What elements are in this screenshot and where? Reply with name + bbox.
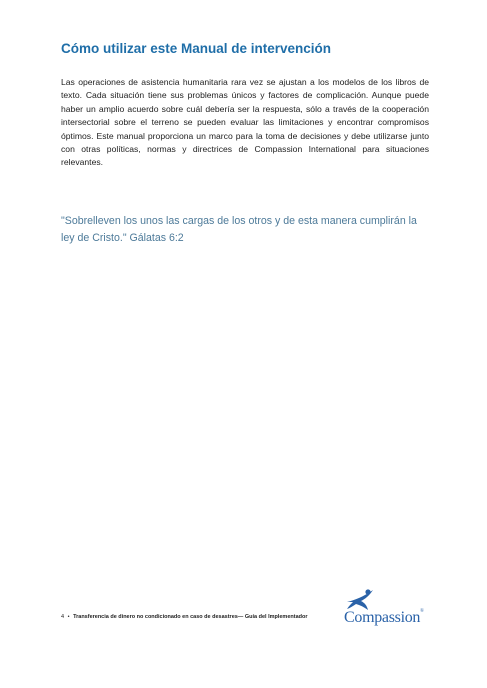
bible-quote: "Sobrelleven los unos las cargas de los otros y de esta manera cumplirán la ley de Cristo." Gálatas 6:2 — [61, 215, 417, 244]
section-title: Cómo utilizar este Manual de intervención — [61, 41, 332, 56]
intro-paragraph: Las operaciones de asistencia humanitaria rara vez se ajustan a los modelos de los libros de texto. Cada situación tiene sus problemas únicos y factores de complicación. Aunque puede haber un amplio acuerdo sobre cuál debería ser la respuesta, sólo a través de la cooperación intersectorial sobre el terreno se pueden evaluar las limitaciones y encontrar compromisos óptimos. Este manual proporciona un marco para la toma de decisiones y debe utilizarse junto con otras políticas, normas y directrices de Compassion International para situaciones relevantes. — [61, 77, 429, 168]
footer-document-title: Transferencia de dinero no condicionado en caso de desastres— Guía del Implementador — [73, 614, 308, 620]
logo-wordmark: Compassion® — [344, 609, 424, 626]
page-footer — [61, 614, 351, 620]
footer-separator: • — [67, 614, 70, 620]
compassion-logo — [341, 588, 441, 628]
page-number: 4 — [61, 614, 65, 620]
